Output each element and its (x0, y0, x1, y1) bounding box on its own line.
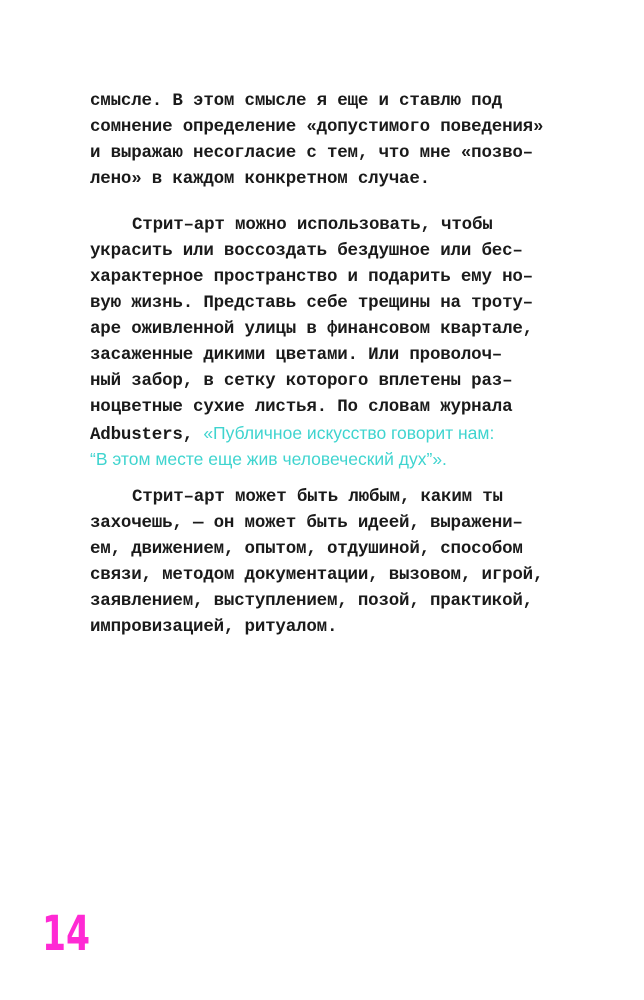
journal-name: Adbusters, (90, 425, 204, 445)
page-number: 14 (42, 906, 91, 962)
paragraph-line: заявлением, выступлением, позой, практикой, (90, 591, 533, 611)
paragraph-line: смысле. В этом смысле я еще и ставлю под (90, 91, 503, 111)
paragraph-line: захочешь, — он может быть идеей, выражени– (90, 513, 523, 533)
paragraph-line: лено» в каждом конкретном случае. (90, 169, 430, 189)
paragraph-line: импровизацией, ритуалом. (90, 617, 338, 637)
paragraph-line: засаженные дикими цветами. Или проволоч– (90, 345, 503, 365)
paragraph-line: украсить или воссоздать бездушное или бес– (90, 241, 523, 261)
paragraph-3 (90, 484, 580, 640)
paragraph-line: ем, движением, опытом, отдушиной, способом (90, 539, 523, 559)
paragraph-2 (90, 212, 580, 472)
paragraph-line: Стрит–арт может быть любым, каким ты (132, 487, 503, 507)
paragraph-line: ный забор, в сетку которого вплетены раз– (90, 371, 513, 391)
paragraph-line: аре оживленной улицы в финансовом квартале, (90, 319, 533, 339)
paragraph-line: сомнение определение «допустимого поведения» (90, 117, 544, 137)
paragraph-line: вую жизнь. Представь себе трещины на троту– (90, 293, 533, 313)
highlighted-quote: “В этом месте еще жив человеческий дух”». (90, 449, 447, 469)
paragraph-line: Стрит–арт можно использовать, чтобы (132, 215, 493, 235)
highlighted-quote: «Публичное искусство говорит нам: (203, 423, 495, 443)
paragraph-line: связи, методом документации, вызовом, игрой, (90, 565, 544, 585)
paragraph-1 (90, 88, 580, 192)
paragraph-line: и выражаю несогласие с тем, что мне «позво– (90, 143, 533, 163)
paragraph-line: характерное пространство и подарить ему но– (90, 267, 533, 287)
paragraph-line: ноцветные сухие листья. По словам журнала (90, 397, 513, 417)
paragraph-line-with-quote (90, 420, 580, 446)
